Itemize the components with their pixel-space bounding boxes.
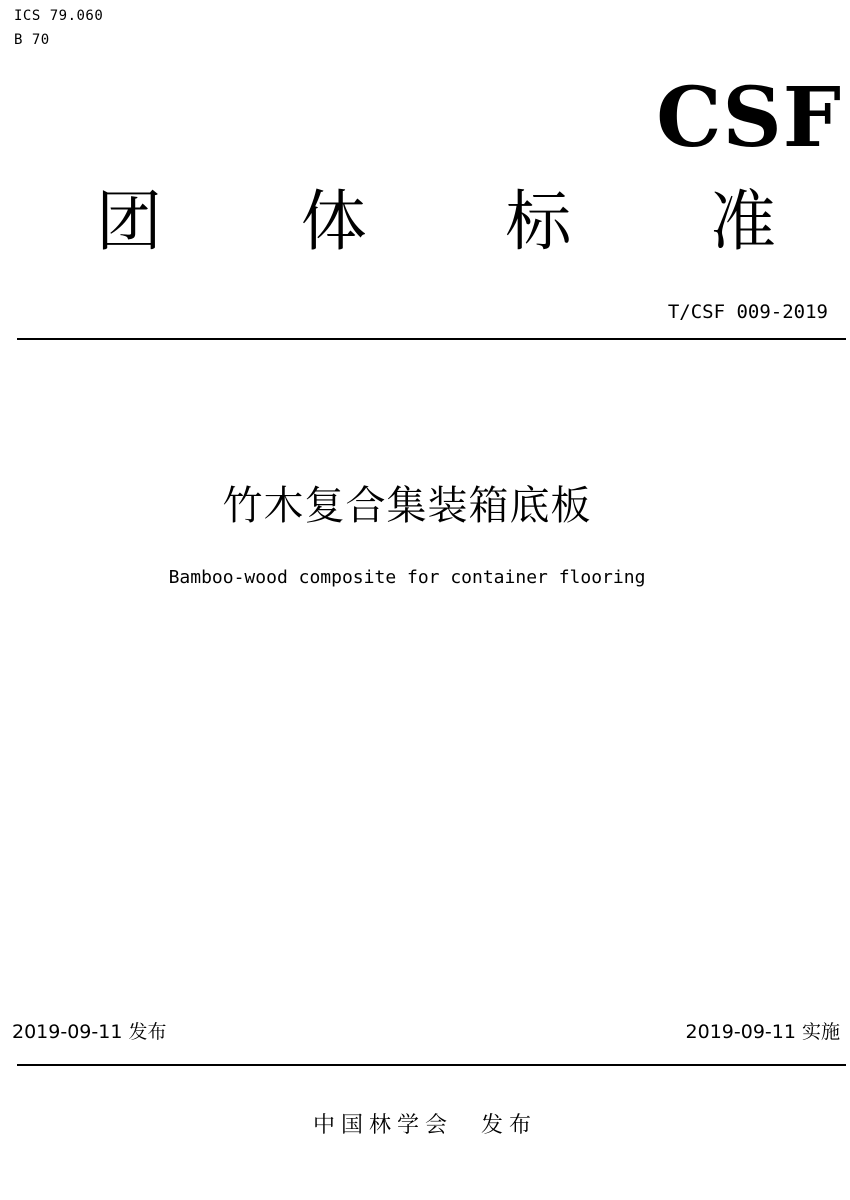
standard-type-char: 体 (300, 183, 367, 260)
issuer-action: 发布 (481, 1113, 538, 1138)
standard-type-title (96, 180, 776, 264)
ics-code: ICS 79.060 (14, 8, 104, 24)
issuer-line (0, 1110, 850, 1142)
bottom-divider (17, 1064, 846, 1066)
standard-type-char: 标 (505, 183, 572, 260)
org-mark-logo: CSF (656, 70, 842, 166)
standard-number: T/CSF 009-2019 (667, 301, 828, 323)
top-divider (17, 338, 846, 340)
ccs-code: B 70 (14, 32, 50, 48)
chinese-title: 竹木复合集装箱底板 (222, 483, 592, 529)
implement-date: 2019-09-11 实施 (685, 1021, 840, 1043)
standard-type-char: 团 (96, 183, 162, 260)
publish-date: 2019-09-11 发布 (12, 1021, 167, 1043)
issuer-name: 中国林学会 (312, 1113, 453, 1138)
english-title: Bamboo-wood composite for container flooring (168, 567, 646, 588)
standard-type-char: 准 (709, 183, 776, 260)
